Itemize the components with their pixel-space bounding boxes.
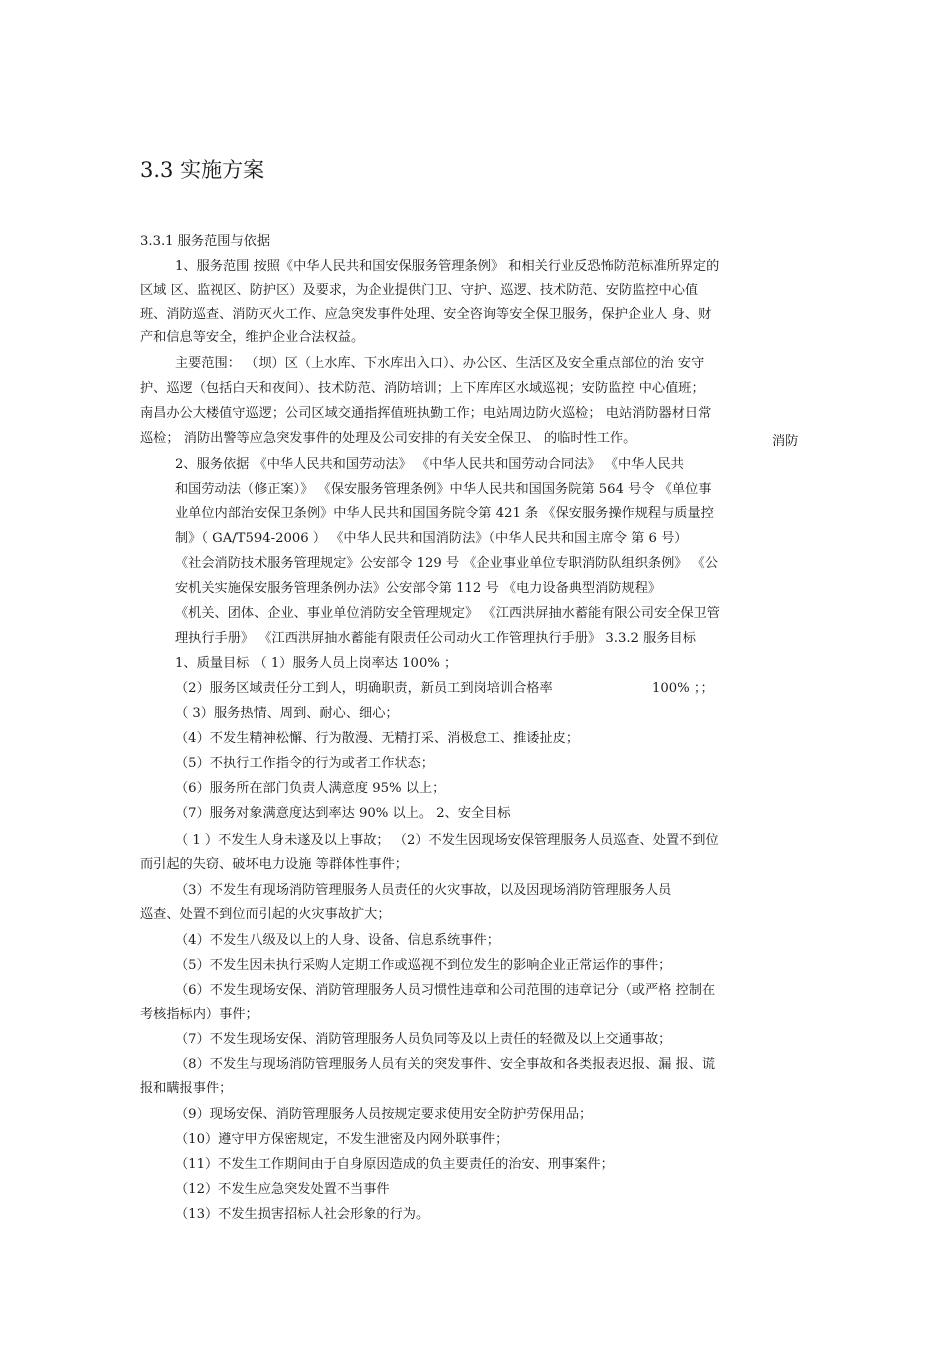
text-line: （ 3）服务热情、周到、耐心、细心； (175, 706, 399, 721)
text-line: （12）不发生应急突发处置不当事件 (175, 1182, 390, 1197)
text-line: 制》（ GA/T594-2006 ） 《中华人民共和国消防法》（中华人民共和国主席令 第 6 号） (175, 531, 688, 546)
text-line: （5）不发生因未执行采购人定期工作或巡视不到位发生的影响企业正常运作的事件； (175, 958, 672, 973)
text-line: 而引起的失窃、破坏电力设施 等群体性事件； (140, 857, 408, 872)
text-line: （7）不发生现场安保、消防管理服务人员负同等及以上责任的轻微及以上交通事故； (175, 1032, 672, 1047)
text-line: 主要范围： （坝）区（上水库、下水库出入口）、办公区、生活区及安全重点部位的治 安守 (175, 356, 705, 371)
text-line: 产和信息等安全，维护企业合法权益。 (140, 330, 365, 345)
text-line: （7）服务对象满意度达到率达 90% 以上。 2、安全目标 (175, 806, 511, 821)
text-line: （3）不发生有现场消防管理服务人员责任的火灾事故，以及因现场消防管理服务人员 (175, 883, 672, 898)
text-line: 巡查、处置不到位而引起的火灾事故扩大； (140, 907, 391, 922)
text-line: 南昌办公大楼值守巡逻；公司区域交通指挥值班执勤工作；电站周边防火巡检； 电站消防器材日常 (140, 406, 712, 421)
text-line: （13）不发生损害招标人社会形象的行为。 (175, 1207, 430, 1222)
text-line: （11）不发生工作期间由于自身原因造成的负主要责任的治安、刑事案件； (175, 1157, 614, 1172)
text-line: （5）不执行工作指令的行为或者工作状态； (175, 756, 434, 771)
text-line: （6）不发生现场安保、消防管理服务人员习惯性违章和公司范围的违章记分（或严格 控制在 (175, 983, 716, 998)
text-line: 1、服务范围 按照《中华人民共和国安保服务管理条例》 和相关行业反恐怖防范标准所界定的 (175, 259, 720, 274)
text-line: 1、质量目标 （ 1）服务人员上岗率达 100% ； (175, 656, 458, 671)
text-line: 考核指标内）事件； (140, 1007, 259, 1022)
text-line: （8）不发生与现场消防管理服务人员有关的突发事件、安全事故和各类报表迟报、漏 报、谎 (175, 1057, 716, 1072)
text-line: 巡检； 消防出警等应急突发事件的处理及公司安排的有关安全保卫、 的临时性工作。 (140, 431, 637, 446)
text-line: 业单位内部治安保卫条例》中华人民共和国国务院令第 421 条 《保安服务操作规程与质量控 (175, 506, 714, 521)
text-line: 护、巡逻（包括白天和夜间）、技术防范、消防培训；上下库库区水域巡视；安防监控 中心值班； (140, 381, 705, 396)
text-line: 安机关实施保安服务管理条例办法》公安部令第 112 号 《电力设备典型消防规程》 (175, 581, 662, 596)
text-line: 2、服务依据 《中华人民共和国劳动法》 《中华人民共和国劳动合同法》 《中华人民共 (175, 457, 684, 472)
text-line: 班、消防巡查、消防灭火工作、应急突发事件处理、安全咨询等安全保卫服务，保护企业人 身、财 (140, 307, 712, 322)
page-title: 3.3 实施方案 (140, 158, 265, 182)
text-line: 消防 (772, 434, 799, 449)
text-line: 100% ；； (652, 681, 714, 696)
text-line: （6）服务所在部门负责人满意度 95% 以上； (175, 781, 446, 796)
text-line: 和国劳动法（修正案）》 《保安服务管理条例》中华人民共和国国务院第 564 号令 《单位事 (175, 482, 712, 497)
text-line: （10）遵守甲方保密规定，不发生泄密及内网外联事件； (175, 1132, 509, 1147)
text-line: 报和瞒报事件； (140, 1081, 233, 1096)
text-line: 区域 区、监视区、防护区）及要求，为企业提供门卫、守护、巡逻、技术防范、安防监控中心值 (140, 283, 699, 298)
text-line: 理执行手册》 《江西洪屏抽水蓄能有限责任公司动火工作管理执行手册》 3.3.2 服务目标 (175, 631, 696, 646)
text-line: （ 1 ）不发生人身未遂及以上事故； （2）不发生因现场安保管理服务人员巡查、处置不到位 (175, 833, 719, 848)
text-line: （4）不发生精神松懈、行为散漫、无精打采、消极怠工、推诿扯皮； (175, 731, 580, 746)
text-line: （9）现场安保、消防管理服务人员按规定要求使用安全防护劳保用品； (175, 1107, 593, 1122)
heading-3-3-1: 3.3.1 服务范围与依据 (140, 234, 271, 249)
text-line: 《社会消防技术服务管理规定》公安部令 129 号 《企业事业单位专职消防队组织条例》 《公 (175, 556, 719, 571)
text-line: （4）不发生八级及以上的人身、设备、信息系统事件； (175, 933, 500, 948)
text-line: 《机关、团体、企业、事业单位消防安全管理规定》 《江西洪屏抽水蓄能有限公司安全保卫管 (175, 606, 720, 621)
text-line: （2）服务区域责任分工到人，明确职责，新员工到岗培训合格率 (175, 681, 553, 696)
